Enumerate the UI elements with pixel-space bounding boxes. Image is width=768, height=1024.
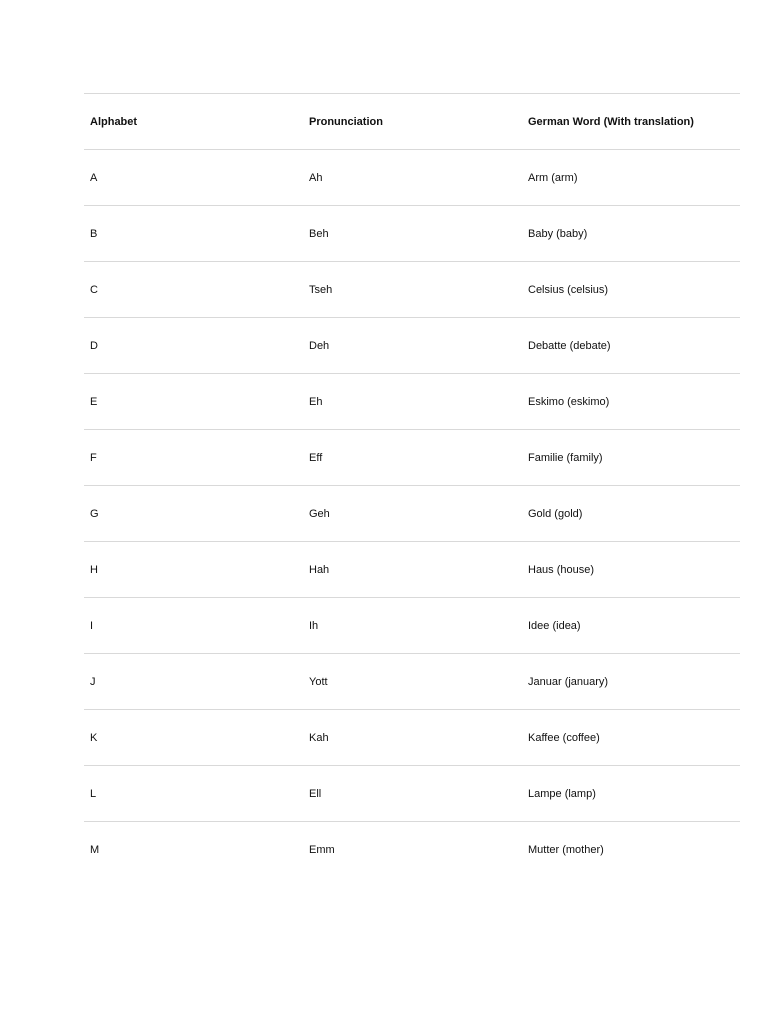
table-header-row	[84, 94, 740, 150]
german-word-cell: Idee (idea)	[528, 619, 581, 632]
header-german-word: German Word (With translation)	[528, 115, 694, 128]
letter-cell: F	[90, 451, 97, 464]
german-word-cell: Mutter (mother)	[528, 844, 604, 856]
header-pronunciation: Pronunciation	[309, 115, 383, 128]
letter-cell: D	[90, 339, 98, 352]
german-word-cell: Haus (house)	[528, 563, 595, 576]
table-body	[84, 150, 740, 878]
alphabet-table	[84, 93, 740, 878]
pronunciation-cell: Ah	[309, 171, 323, 184]
pronunciation-cell: Tseh	[309, 283, 333, 296]
pronunciation-cell: Ell	[309, 787, 322, 800]
table-row	[84, 486, 740, 542]
table-row	[84, 542, 740, 598]
pronunciation-cell: Ih	[309, 619, 319, 632]
letter-cell: L	[90, 787, 97, 800]
german-word-cell: Lampe (lamp)	[528, 787, 596, 800]
pronunciation-cell: Hah	[309, 563, 330, 576]
table-row	[84, 766, 740, 822]
pronunciation-cell: Emm	[309, 844, 335, 856]
pronunciation-cell: Yott	[309, 675, 328, 688]
letter-cell: B	[90, 227, 98, 240]
german-word-cell: Arm (arm)	[528, 171, 578, 184]
letter-cell: I	[90, 619, 94, 632]
pronunciation-cell: Beh	[309, 227, 329, 240]
pronunciation-cell: Eff	[309, 451, 323, 464]
letter-cell: H	[90, 563, 98, 576]
table-row	[84, 654, 740, 710]
letter-cell: A	[90, 171, 98, 184]
table-row	[84, 822, 740, 878]
german-word-cell: Eskimo (eskimo)	[528, 395, 610, 408]
letter-cell: J	[90, 675, 96, 688]
table-row	[84, 262, 740, 318]
table-row	[84, 318, 740, 374]
german-word-cell: Baby (baby)	[528, 227, 588, 240]
letter-cell: K	[90, 731, 98, 744]
letter-cell: G	[90, 507, 99, 520]
pronunciation-cell: Kah	[309, 731, 329, 744]
table-row	[84, 150, 740, 206]
table-row	[84, 598, 740, 654]
german-word-cell: Januar (january)	[528, 675, 609, 688]
table-row	[84, 710, 740, 766]
letter-cell: E	[90, 395, 98, 408]
german-word-cell: Familie (family)	[528, 451, 603, 464]
table-row	[84, 430, 740, 486]
header-alphabet: Alphabet	[90, 115, 138, 128]
letter-cell: C	[90, 283, 98, 296]
letter-cell: M	[90, 844, 100, 856]
german-word-cell: Kaffee (coffee)	[528, 731, 600, 744]
pronunciation-cell: Geh	[309, 507, 330, 520]
german-word-cell: Debatte (debate)	[528, 339, 611, 352]
pronunciation-cell: Eh	[309, 395, 323, 408]
table-row	[84, 206, 740, 262]
german-word-cell: Celsius (celsius)	[528, 283, 609, 296]
german-word-cell: Gold (gold)	[528, 507, 583, 520]
table-row	[84, 374, 740, 430]
pronunciation-cell: Deh	[309, 339, 330, 352]
